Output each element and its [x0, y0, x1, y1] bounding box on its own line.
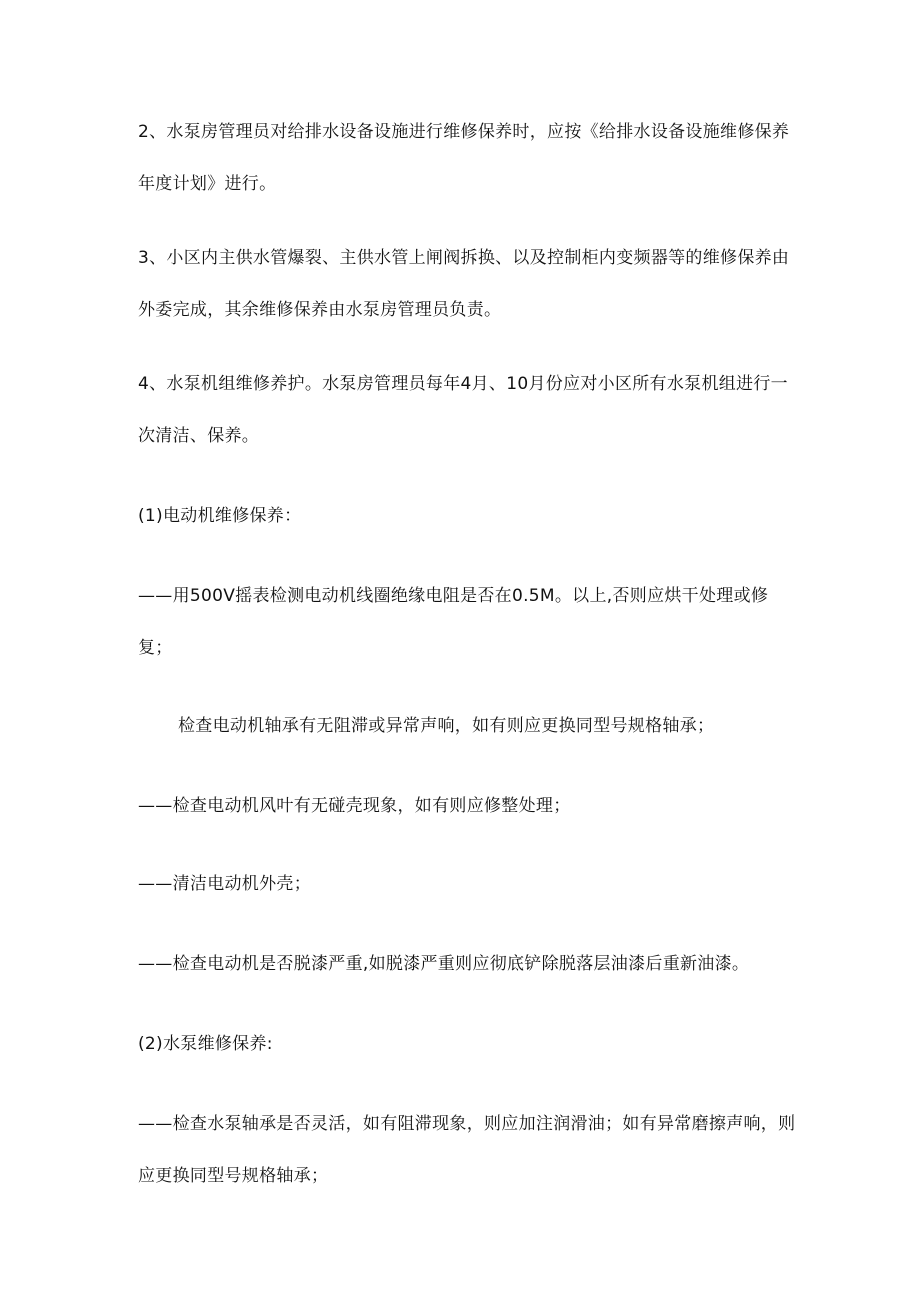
motor-item-paint: ——检查电动机是否脱漆严重,如脱漆严重则应彻底铲除脱落层油漆后重新油漆。: [138, 954, 750, 974]
motor-item-bearing: 检查电动机轴承有无阻滞或异常声响，如有则应更换同型号规格轴承；: [178, 716, 715, 736]
motor-item-fan: ——检查电动机风叶有无碰壳现象，如有则应修整处理；: [138, 796, 571, 816]
section-heading-motor: (1)电动机维修保养：: [138, 506, 302, 526]
pump-item-bearing: ——检查水泵轴承是否灵活，如有阻滞现象，则应加注润滑油；如有异常磨擦声响，则应更换同型号规格轴承；: [138, 1114, 796, 1186]
paragraph-item-2: 2、水泵房管理员对给排水设备设施进行维修保养时，应按《给排水设备设施维修保养年度计划》进行。: [138, 122, 790, 194]
paragraph-item-3: 3、小区内主供水管爆裂、主供水管上闸阀拆换、以及控制柜内变频器等的维修保养由外委完成，其余维修保养由水泵房管理员负责。: [138, 248, 790, 320]
motor-item-insulation: ——用500V摇表检测电动机线圈绝缘电阻是否在0.5M。以上,否则应烘干处理或修复；: [138, 586, 769, 658]
paragraph-item-4: 4、水泵机组维修养护。水泵房管理员每年4月、10月份应对小区所有水泵机组进行一次清洁、保养。: [138, 374, 788, 446]
motor-item-clean: ——清洁电动机外壳；: [138, 874, 311, 894]
section-heading-pump: (2)水泵维修保养:: [138, 1034, 273, 1054]
